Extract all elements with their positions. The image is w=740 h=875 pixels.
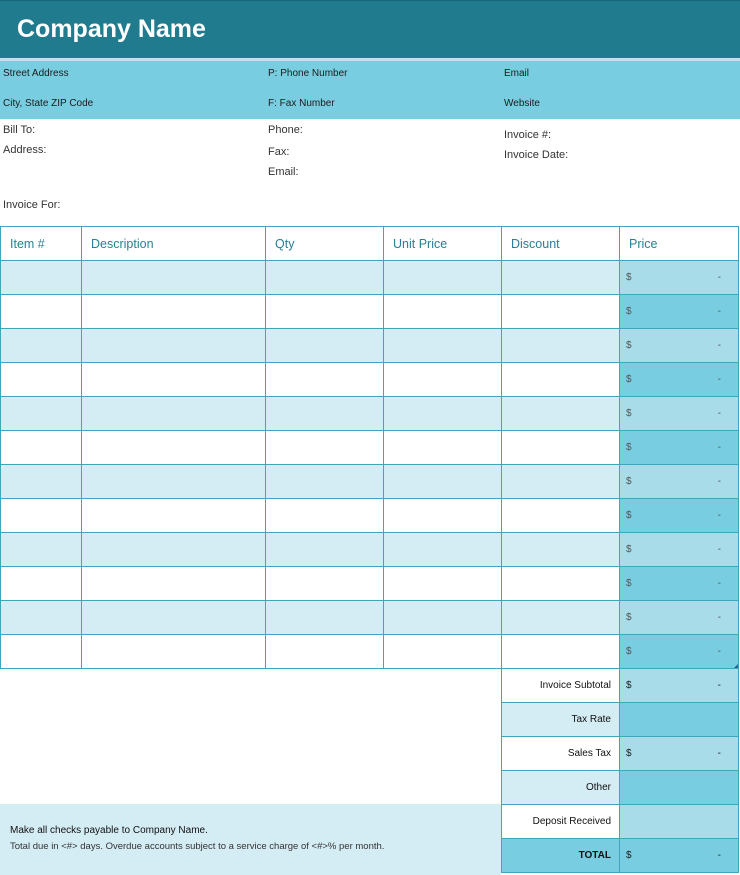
discount-cell[interactable]: [502, 635, 620, 669]
item-cell[interactable]: [1, 295, 82, 329]
currency-symbol: $: [626, 612, 632, 623]
item-cell[interactable]: [1, 363, 82, 397]
unit-price-cell[interactable]: [384, 465, 502, 499]
price-cell[interactable]: [620, 499, 739, 533]
discount-cell[interactable]: [502, 431, 620, 465]
column-header-price: Price: [620, 227, 739, 261]
table-row: [1, 635, 739, 669]
price-cell[interactable]: [620, 635, 739, 669]
discount-cell[interactable]: [502, 567, 620, 601]
description-cell[interactable]: [82, 465, 266, 499]
discount-cell[interactable]: [502, 397, 620, 431]
currency-symbol: $: [626, 646, 632, 657]
currency-symbol: $: [626, 442, 632, 453]
description-cell[interactable]: [82, 533, 266, 567]
item-cell[interactable]: [1, 533, 82, 567]
tax-rate-value[interactable]: [620, 703, 739, 737]
item-cell[interactable]: [1, 261, 82, 295]
qty-cell[interactable]: [266, 635, 384, 669]
payable-to-text[interactable]: Make all checks payable to Company Name.: [10, 825, 208, 836]
qty-cell[interactable]: [266, 567, 384, 601]
qty-cell[interactable]: [266, 499, 384, 533]
column-header-item: Item #: [1, 227, 82, 261]
unit-price-cell[interactable]: [384, 261, 502, 295]
discount-cell[interactable]: [502, 499, 620, 533]
unit-price-cell[interactable]: [384, 635, 502, 669]
payment-terms-note: [0, 804, 501, 875]
description-cell[interactable]: [82, 601, 266, 635]
unit-price-cell[interactable]: [384, 533, 502, 567]
sales-tax-value[interactable]: [620, 737, 739, 771]
table-row: [1, 533, 739, 567]
price-amount: -: [717, 272, 721, 283]
qty-cell[interactable]: [266, 431, 384, 465]
table-row: [1, 499, 739, 533]
price-cell[interactable]: [620, 567, 739, 601]
unit-price-cell[interactable]: [384, 363, 502, 397]
item-cell[interactable]: [1, 567, 82, 601]
discount-cell[interactable]: [502, 601, 620, 635]
currency-symbol: $: [626, 680, 632, 691]
unit-price-cell[interactable]: [384, 295, 502, 329]
tax-rate-label: Tax Rate: [502, 703, 620, 737]
currency-symbol: $: [626, 408, 632, 419]
qty-cell[interactable]: [266, 397, 384, 431]
total-value[interactable]: [620, 839, 739, 873]
summary-row-total: [502, 839, 739, 873]
price-amount: -: [717, 476, 721, 487]
price-cell[interactable]: [620, 533, 739, 567]
deposit-label: Deposit Received: [502, 805, 620, 839]
price-amount: -: [717, 340, 721, 351]
city-state-zip[interactable]: City, State ZIP Code: [3, 98, 94, 109]
description-cell[interactable]: [82, 397, 266, 431]
phone-label[interactable]: Phone:: [268, 124, 303, 136]
subtotal-label: Invoice Subtotal: [502, 669, 620, 703]
table-row: [1, 601, 739, 635]
invoice-date-label[interactable]: Invoice Date:: [504, 149, 569, 161]
description-cell[interactable]: [82, 295, 266, 329]
qty-cell[interactable]: [266, 329, 384, 363]
street-address[interactable]: Street Address: [3, 68, 69, 79]
qty-cell[interactable]: [266, 533, 384, 567]
description-cell[interactable]: [82, 363, 266, 397]
unit-price-cell[interactable]: [384, 397, 502, 431]
subtotal-amount: -: [717, 680, 721, 691]
price-amount: -: [717, 442, 721, 453]
price-cell[interactable]: [620, 329, 739, 363]
table-header-row: [1, 227, 739, 261]
discount-cell[interactable]: [502, 295, 620, 329]
currency-symbol: $: [626, 476, 632, 487]
sales-tax-label: Sales Tax: [502, 737, 620, 771]
description-cell[interactable]: [82, 635, 266, 669]
column-header-unit-price: Unit Price: [384, 227, 502, 261]
table-row: [1, 295, 739, 329]
discount-cell[interactable]: [502, 363, 620, 397]
total-label: TOTAL: [502, 839, 620, 873]
email-label[interactable]: Email:: [268, 166, 299, 178]
other-value[interactable]: [620, 771, 739, 805]
column-header-qty: Qty: [266, 227, 384, 261]
table-row: [1, 465, 739, 499]
item-cell[interactable]: [1, 329, 82, 363]
price-amount: -: [717, 612, 721, 623]
unit-price-cell[interactable]: [384, 431, 502, 465]
deposit-value[interactable]: [620, 805, 739, 839]
company-website[interactable]: Website: [504, 98, 540, 109]
item-cell[interactable]: [1, 499, 82, 533]
invoice-number-label[interactable]: Invoice #:: [504, 129, 552, 141]
price-cell[interactable]: [620, 465, 739, 499]
table-row: [1, 329, 739, 363]
price-amount: -: [717, 544, 721, 555]
fax-label[interactable]: Fax:: [268, 146, 290, 158]
price-cell[interactable]: [620, 601, 739, 635]
company-name[interactable]: Company Name: [17, 15, 206, 43]
qty-cell[interactable]: [266, 261, 384, 295]
currency-symbol: $: [626, 544, 632, 555]
item-cell[interactable]: [1, 431, 82, 465]
line-items-table: [0, 226, 739, 669]
company-email[interactable]: Email: [504, 68, 530, 79]
currency-symbol: $: [626, 340, 632, 351]
description-cell[interactable]: [82, 431, 266, 465]
table-row: [1, 431, 739, 465]
company-header: [0, 0, 740, 58]
price-amount: -: [717, 578, 721, 589]
currency-symbol: $: [626, 850, 632, 861]
currency-symbol: $: [626, 374, 632, 385]
invoice-for-label[interactable]: Invoice For:: [3, 199, 61, 211]
price-amount: -: [717, 408, 721, 419]
summary-row-sales-tax: [502, 737, 739, 771]
unit-price-cell[interactable]: [384, 329, 502, 363]
item-cell[interactable]: [1, 465, 82, 499]
total-amount: -: [717, 850, 721, 861]
other-label: Other: [502, 771, 620, 805]
item-cell[interactable]: [1, 397, 82, 431]
discount-cell[interactable]: [502, 465, 620, 499]
price-cell[interactable]: [620, 363, 739, 397]
summary-row-tax-rate: [502, 703, 739, 737]
table-row: [1, 261, 739, 295]
price-cell[interactable]: [620, 397, 739, 431]
currency-symbol: $: [626, 748, 632, 759]
summary-row-subtotal: [502, 669, 739, 703]
table-row: [1, 363, 739, 397]
currency-symbol: $: [626, 272, 632, 283]
fax-number[interactable]: F: Fax Number: [268, 98, 335, 109]
discount-cell[interactable]: [502, 261, 620, 295]
bill-to-label[interactable]: Bill To:: [3, 124, 36, 136]
item-cell[interactable]: [1, 601, 82, 635]
unit-price-cell[interactable]: [384, 567, 502, 601]
description-cell[interactable]: [82, 499, 266, 533]
currency-symbol: $: [626, 578, 632, 589]
table-row: [1, 397, 739, 431]
column-header-description: Description: [82, 227, 266, 261]
phone-number[interactable]: P: Phone Number: [268, 68, 348, 79]
qty-cell[interactable]: [266, 601, 384, 635]
summary-table: [501, 668, 739, 873]
price-amount: -: [717, 306, 721, 317]
currency-symbol: $: [626, 306, 632, 317]
terms-text[interactable]: Total due in <#> days. Overdue accounts subject to a service charge of <#>% per month.: [10, 841, 385, 852]
discount-cell[interactable]: [502, 329, 620, 363]
price-amount: -: [717, 374, 721, 385]
qty-cell[interactable]: [266, 295, 384, 329]
price-amount: -: [717, 646, 721, 657]
summary-row-deposit: [502, 805, 739, 839]
contact-bar: [0, 61, 740, 119]
item-cell[interactable]: [1, 635, 82, 669]
price-amount: -: [717, 510, 721, 521]
price-cell[interactable]: [620, 261, 739, 295]
qty-cell[interactable]: [266, 465, 384, 499]
description-cell[interactable]: [82, 261, 266, 295]
address-label[interactable]: Address:: [3, 144, 47, 156]
column-header-discount: Discount: [502, 227, 620, 261]
price-cell[interactable]: [620, 431, 739, 465]
unit-price-cell[interactable]: [384, 499, 502, 533]
sales-tax-amount: -: [717, 748, 721, 759]
currency-symbol: $: [626, 510, 632, 521]
description-cell[interactable]: [82, 329, 266, 363]
qty-cell[interactable]: [266, 363, 384, 397]
summary-row-other: [502, 771, 739, 805]
line-items-body: [1, 261, 739, 669]
subtotal-value[interactable]: [620, 669, 739, 703]
price-cell[interactable]: [620, 295, 739, 329]
discount-cell[interactable]: [502, 533, 620, 567]
unit-price-cell[interactable]: [384, 601, 502, 635]
table-row: [1, 567, 739, 601]
description-cell[interactable]: [82, 567, 266, 601]
